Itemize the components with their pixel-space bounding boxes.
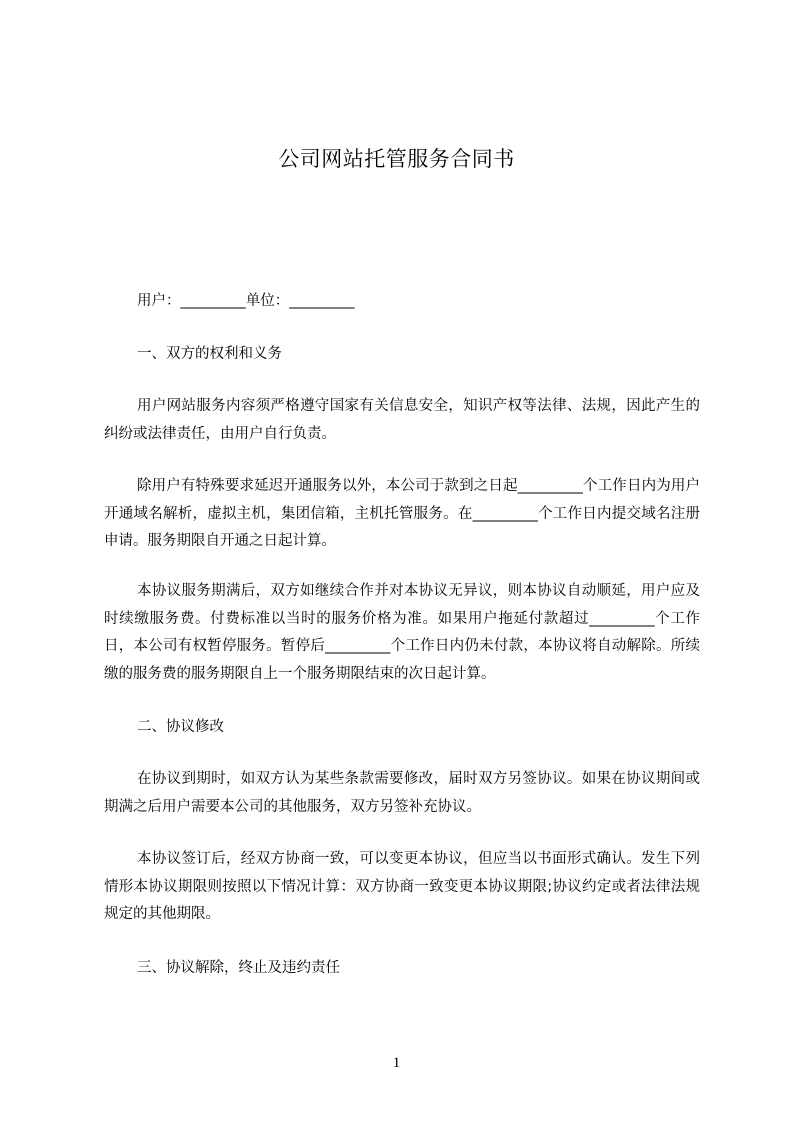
document-title: 公司网站托管服务合同书: [278, 147, 515, 171]
parties-line: 用户：_________单位：_________: [137, 293, 355, 309]
paragraph-content-compliance: 用户网站服务内容须严格遵守国家有关信息安全，知识产权等法律、法规，因此产生的纠纷或法律责任，由用户自行负责。: [104, 398, 700, 442]
page-number: 1: [392, 1055, 401, 1071]
section-heading-rights: 一、双方的权利和义务: [137, 346, 282, 362]
section-heading-termination: 三、协议解除，终止及违约责任: [137, 960, 340, 976]
section-heading-modification: 二、协议修改: [137, 719, 224, 735]
paragraph-modification-at-expiry: 在协议到期时，如双方认为某些条款需要修改，届时双方另签协议。如果在协议期间或期满之后用户需要本公司的其他服务，双方另签补充协议。: [104, 771, 700, 815]
paragraph-service-activation: 除用户有特殊要求延迟开通服务以外，本公司于款到之日起_________个工作日内为用户开通域名解析，虚拟主机，集团信箱，主机托管服务。在_________个工作日内提交域名注册申请。服务期限自开通之日起计算。: [104, 478, 700, 549]
paragraph-renewal: 本协议服务期满后，双方如继续合作并对本协议无异议，则本协议自动顺延，用户应及时续缴服务费。付费标准以当时的服务价格为准。如果用户拖延付款超过_________个工作日，本公司有权暂停服务。暂停后_________个工作日内仍未付款，本协议将自动解除。所续缴的服务费的服务期限自上一个服务期限结束的次日起计算。: [104, 583, 700, 682]
paragraph-modification-after-signing: 本协议签订后，经双方协商一致，可以变更本协议，但应当以书面形式确认。发生下列情形本协议期限则按照以下情况计算：双方协商一致变更本协议期限;协议约定或者法律法规规定的其他期限。: [104, 851, 700, 922]
